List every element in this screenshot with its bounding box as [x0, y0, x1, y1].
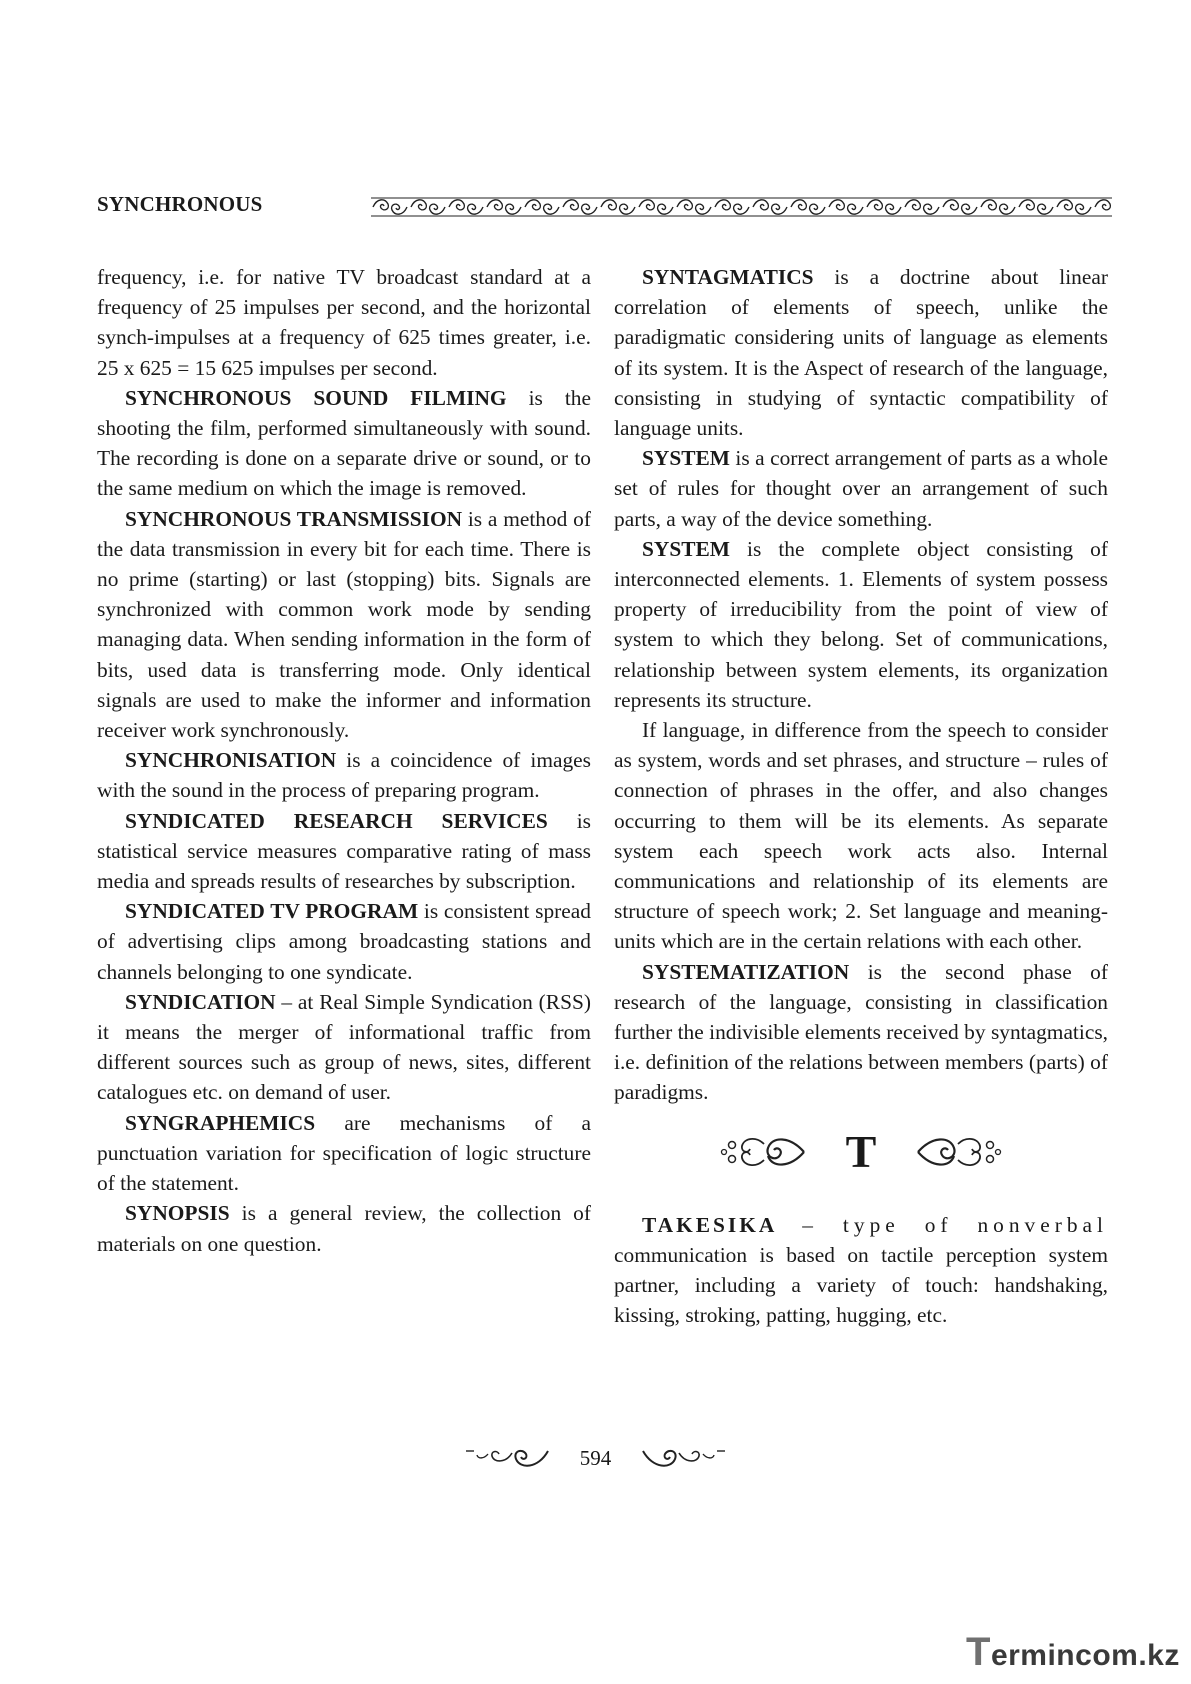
entry-synchronisation	[97, 745, 591, 805]
left-column	[97, 262, 591, 1259]
header-ornament-band	[371, 196, 1112, 218]
entry-definition: – at Real Simple Syndication (RSS) it means the merger of informational traffic from different sources such as group of news, sites, different catalogues etc. on demand of user.	[97, 989, 591, 1105]
entry-term: SYNCHRONISATION	[125, 748, 337, 773]
entry-term: SYSTEM	[642, 536, 730, 561]
entry-term: TAKESIKA	[642, 1212, 778, 1237]
entry-system-arrangement	[614, 443, 1108, 534]
continued-paragraph: frequency, i.e. for native TV broadcast standard at a frequency of 25 impulses per second, and the horizontal synch-impulses at a frequency of 625 times greater, i.e. 25 x 625 = 15 625 impulses per second.	[97, 265, 591, 380]
entry-definition: is a coincidence of images with the sound in the process of preparing program.	[97, 748, 591, 803]
entry-definition: is a doctrine about linear correlation of elements of speech, unlike the paradigmatic considering units of language as elements of its system. It is the Aspect of research of the language, consisting in studying of syntactic compatibility of language units.	[614, 265, 1108, 441]
watermark-t-letter: T	[966, 1630, 991, 1674]
entry-syngraphemics	[97, 1108, 591, 1199]
entry-definition: is consistent spread of advertising clips among broadcasting stations and channels belonging to one syndicate.	[97, 899, 591, 984]
entry-definition-spaced: – type of nonverbal	[777, 1212, 1108, 1237]
entry-synchronous-transmission	[97, 504, 591, 746]
watermark-text: ermincom.kz	[990, 1639, 1180, 1672]
entry-syntagmatics	[614, 262, 1108, 443]
entry-definition: is the second phase of research of the language, consisting in classification further the indivisible elements received by syntagmatics, i.e. definition of the relations between members (parts) of paradigms.	[614, 959, 1108, 1105]
entry-term: SYNDICATED TV PROGRAM	[125, 899, 419, 924]
entry-definition: is the complete object consisting of interconnected elements. 1. Elements of system possess property of irreducibility from the point of view of system to which they belong. Set of communications, relationship between system elements, its organization represents its structure.	[614, 536, 1108, 712]
left-flourish-ornament	[720, 1130, 806, 1174]
entry-definition: is a method of the data transmission in every bit for each time. There is no prime (starting) or last (stopping) bits. Signals are synchronized with common work mode by sending managing data. When sending information in the form of bits, used data is transferring mode. Only identical signals are used to make the informer and information receiver work synchronously.	[97, 506, 591, 743]
entry-term: SYSTEM	[642, 446, 730, 471]
entry-syndication	[97, 987, 591, 1108]
entry-systematization	[614, 957, 1108, 1108]
section-letter: T	[845, 1125, 877, 1177]
page-number: 594	[579, 1445, 612, 1470]
entry-definition: is a correct arrangement of parts as a whole set of rules for thought over an arrangement of such parts, a way of the device something.	[614, 446, 1108, 531]
entry-definition: are mechanisms of a punctuation variation for specification of logic structure of the statement.	[97, 1110, 591, 1196]
running-head: SYNCHRONOUS	[97, 192, 263, 216]
entry-syndicated-tv-program	[97, 896, 591, 987]
entry-definition: is a general review, the collection of materials on one question.	[97, 1201, 591, 1256]
entry-definition: is the shooting the film, performed simultaneously with sound. The recording is done on a separate drive or sound, or to the same medium on which the image is removed.	[97, 385, 591, 501]
entry-term: SYNTAGMATICS	[642, 265, 814, 289]
entry-term: SYNCHRONOUS TRANSMISSION	[125, 506, 463, 531]
entry-synopsis	[97, 1198, 591, 1258]
entry-term: SYNDICATED RESEARCH SERVICES	[125, 808, 548, 833]
entry-synchronous-sound-filming	[97, 383, 591, 504]
entry-term: SYSTEMATIZATION	[642, 959, 850, 984]
entry-syndicated-research-services	[97, 806, 591, 897]
entry-definition: communication is based on tactile perception system partner, including a variety of touch: handshaking, kissing, stroking, patting, hugging, etc.	[614, 1242, 1108, 1328]
language-system-paragraph: If language, in difference from the speech to consider as system, words and set phrases, and structure – rules of connection of phrases in the offer, and also changes occurring to them will be its elements. As separate system each speech work acts also. Internal communications and relationship of its elements are structure of speech work; 2. Set language and meaning-units which are in the certain relations with each other.	[614, 718, 1108, 954]
section-letter-divider	[614, 1116, 1108, 1188]
entry-takesika	[614, 1210, 1108, 1331]
entry-definition: is statistical service measures comparative rating of mass media and spreads results of researches by subscription.	[97, 808, 591, 894]
page-footer	[0, 1445, 1191, 1471]
footer-left-ornament	[464, 1445, 550, 1471]
entry-term: SYNOPSIS	[125, 1201, 230, 1226]
entry-system-object	[614, 534, 1108, 715]
right-column	[614, 262, 1108, 1331]
entry-term: SYNDICATION	[125, 989, 276, 1014]
entry-term: SYNGRAPHEMICS	[125, 1110, 316, 1135]
footer-right-ornament	[641, 1445, 727, 1471]
right-flourish-ornament	[916, 1130, 1002, 1174]
entry-term: SYNCHRONOUS SOUND FILMING	[125, 385, 507, 410]
site-watermark	[966, 1630, 1180, 1675]
